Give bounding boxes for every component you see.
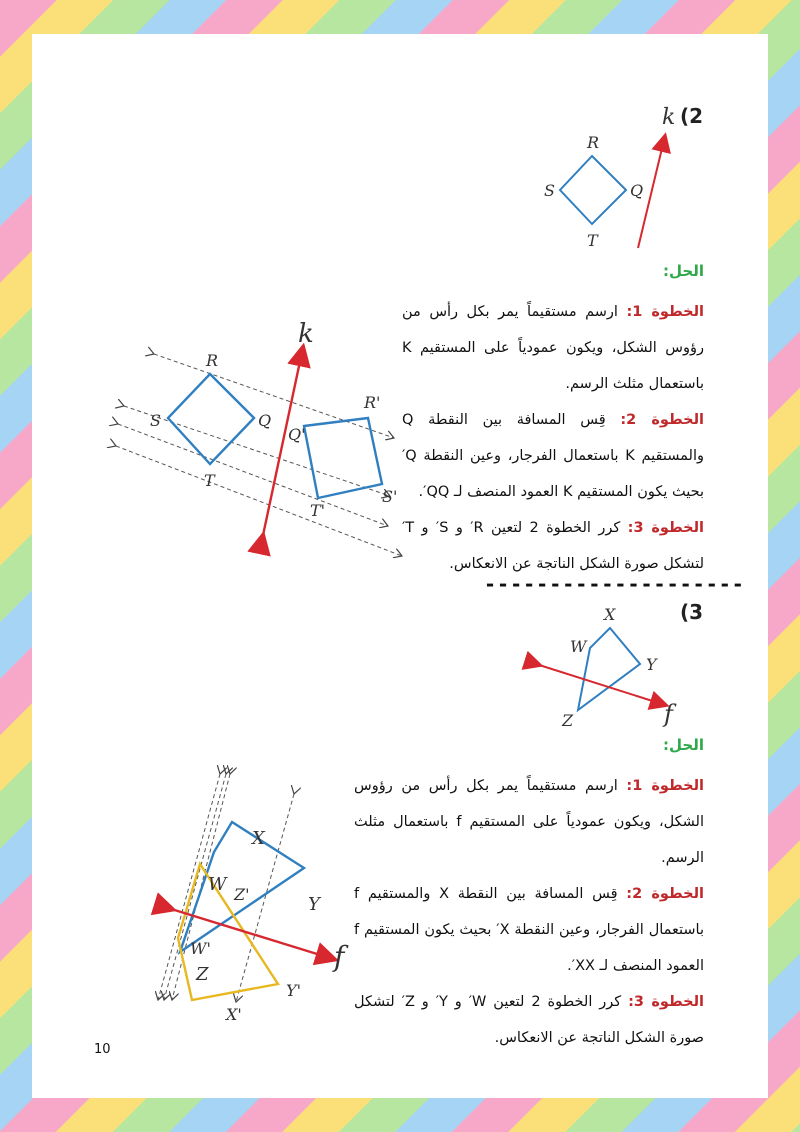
quad-wxyz: [578, 628, 640, 710]
problem-3-step-3: الخطوة 3: كرر الخطوة 2 لتعين W′ و Y′ و Z′ لتشكل صورة الشكل الناتجة عن الانعكاس.: [354, 994, 705, 1046]
svg-text:f: f: [664, 700, 673, 728]
svg-text:Y': Y': [286, 981, 301, 1000]
problem-3-figure: [528, 600, 688, 730]
page-number: 10: [94, 1042, 111, 1057]
svg-text:Y: Y: [308, 894, 320, 915]
section-separator: --------------------: [484, 572, 745, 596]
problem-2-step-1: الخطوة 1: ارسم مستقيماً يمر بكل رأس من رؤوس الشكل، ويكون عمودياً على المستقيم K باستعمال مثلث الرسم.: [402, 304, 704, 392]
problem-3-steps: [354, 768, 704, 1056]
problem-3-number: (3: [680, 600, 704, 624]
svg-text:R': R': [364, 393, 381, 412]
svg-text:S': S': [382, 487, 398, 506]
svg-text:Q: Q: [258, 411, 272, 430]
svg-text:W': W': [190, 939, 211, 958]
quad-reflected: [178, 864, 278, 1000]
problem-2-solution-figure: [102, 306, 402, 536]
svg-text:W: W: [208, 874, 227, 895]
svg-text:T': T': [310, 501, 326, 520]
label-k: k: [662, 105, 676, 130]
svg-text:Z: Z: [562, 711, 574, 730]
line-k-solution: [262, 352, 302, 540]
label-k-solution: k: [298, 319, 314, 349]
svg-text:X': X': [226, 1005, 242, 1024]
problem-3-solution-heading: الحل:: [663, 736, 704, 754]
svg-text:f: f: [334, 940, 345, 973]
svg-text:S: S: [150, 411, 161, 430]
svg-text:X: X: [604, 605, 616, 624]
label-t: T: [587, 231, 598, 250]
label-s: S: [544, 181, 555, 200]
svg-text:X: X: [252, 828, 265, 849]
problem-2-solution-heading: الحل:: [663, 262, 704, 280]
svg-text:W: W: [570, 637, 587, 656]
worksheet-page: [32, 34, 768, 1098]
problem-2-number: (2: [680, 104, 704, 128]
problem-2-steps: [402, 294, 704, 582]
svg-text:T: T: [204, 471, 215, 490]
svg-text:R: R: [206, 351, 219, 370]
square-original: [168, 374, 254, 464]
problem-2-step-3: الخطوة 3: كرر الخطوة 2 لتعين R′ و S′ و T′ لتشكل صورة الشكل الناتجة عن الانعكاس.: [402, 520, 705, 572]
problem-2-figure: [532, 104, 682, 254]
square-reflected: [304, 418, 382, 498]
square-rsqt: [560, 156, 626, 224]
label-r: R: [587, 133, 600, 152]
svg-text:Q': Q': [288, 425, 306, 444]
problem-3-solution-figure: [128, 770, 358, 1024]
problem-3-step-2: الخطوة 2: قِس المسافة بين النقطة X والمستقيم f باستعمال الفرجار، وعين النقطة X′ بحيث يكون المستقيم f العمود المنصف لـ XX′.: [354, 886, 705, 974]
label-q: Q: [630, 181, 644, 200]
problem-3-step-1: الخطوة 1: ارسم مستقيماً يمر بكل رأس من رؤوس الشكل، ويكون عمودياً على المستقيم f باستعمال مثلث الرسم.: [354, 778, 705, 866]
problem-2-step-2: الخطوة 2: قِس المسافة بين النقطة Q والمستقيم K باستعمال الفرجار، وعين النقطة Q′ بحيث يكون المستقيم K العمود المنصف لـ QQ′.: [402, 412, 705, 500]
svg-text:Y: Y: [646, 655, 657, 674]
svg-text:Z: Z: [196, 964, 209, 985]
svg-text:Z': Z': [234, 885, 250, 904]
line-f: [536, 664, 662, 704]
